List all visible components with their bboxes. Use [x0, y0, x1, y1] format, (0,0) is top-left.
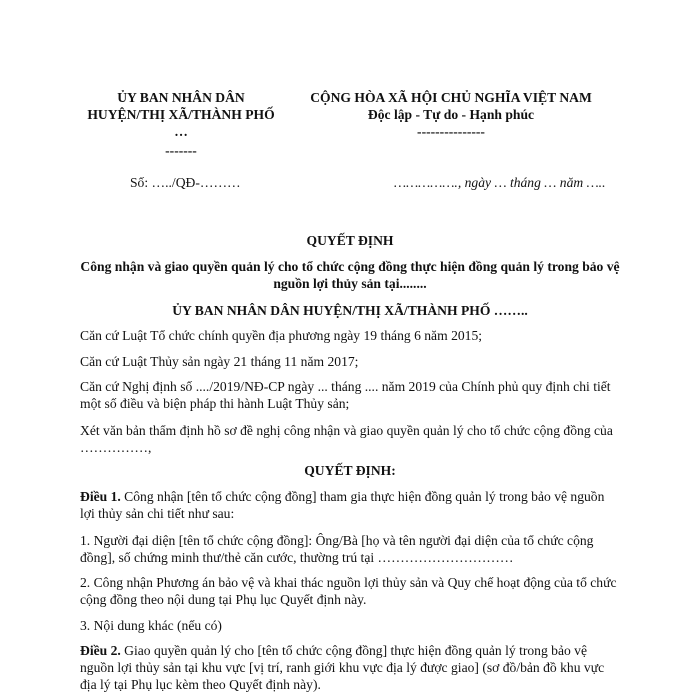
header-left-block: [76, 89, 286, 159]
article-1-item-2: 2. Công nhận Phương án bảo vệ và khai thác nguồn lợi thủy sản và Quy chế hoạt động của tổ chức cộng đồng theo nội dung tại Phụ lục Quyết định này.: [80, 575, 617, 607]
header-left-rule: -------: [165, 143, 197, 158]
header-right-block: [296, 89, 606, 140]
decision-heading: QUYẾT ĐỊNH:: [304, 463, 396, 478]
document-number: Số: …../QĐ-………: [130, 175, 241, 190]
article-2: [80, 642, 620, 693]
article-1-label: Điều 1.: [80, 489, 121, 504]
authority-line-3: …: [174, 124, 188, 139]
legal-basis-2: Căn cứ Luật Thủy sản ngày 21 tháng 11 năm 2017;: [80, 354, 359, 369]
authority-line-1: ỦY BAN NHÂN DÂN: [117, 90, 245, 105]
legal-basis-1: Căn cứ Luật Tổ chức chính quyền địa phương ngày 19 tháng 6 năm 2015;: [80, 328, 483, 343]
article-1-text: Công nhận [tên tổ chức cộng đồng] tham gia thực hiện đồng quản lý trong bảo vệ nguồn lợi thủy sản chi tiết như sau:: [80, 489, 605, 521]
article-1-item-1: 1. Người đại diện [tên tổ chức cộng đồng]: Ông/Bà [họ và tên người đại diện của tổ chức cộng đồng], số chứng minh thư/thẻ căn cước, thường trú tại …………………………: [80, 533, 594, 565]
document-subject: Công nhận và giao quyền quản lý cho tổ chức cộng đồng thực hiện đồng quản lý trong bảo vệ nguồn lợi thủy sản tại........: [80, 259, 620, 291]
issuing-authority: ỦY BAN NHÂN DÂN HUYỆN/THỊ XÃ/THÀNH PHỐ ……..: [172, 303, 528, 318]
header-right-rule: ---------------: [417, 124, 485, 139]
document-title: QUYẾT ĐỊNH: [306, 233, 394, 248]
document-date: ……………., ngày … tháng … năm …..: [394, 175, 606, 190]
national-motto: Độc lập - Tự do - Hạnh phúc: [367, 107, 535, 122]
authority-line-2: HUYỆN/THỊ XÃ/THÀNH PHỐ: [87, 107, 275, 122]
legal-basis-3: Căn cứ Nghị định số ..../2019/NĐ-CP ngày ... tháng .... năm 2019 của Chính phủ quy định chi tiết một số điều và biện pháp thi hành Luật Thủy sản;: [80, 379, 611, 411]
article-1: [80, 488, 620, 522]
article-2-label: Điều 2.: [80, 643, 121, 658]
national-title: CỘNG HÒA XÃ HỘI CHỦ NGHĨA VIỆT NAM: [310, 90, 592, 105]
article-2-text: Giao quyền quản lý cho [tên tổ chức cộng đồng] thực hiện đồng quản lý trong bảo vệ nguồn lợi thủy sản tại khu vực [vị trí, ranh giới khu vực địa lý được giao] (sơ đồ/bản đồ khu vực địa lý tại Phụ lục kèm theo Quyết định này).: [80, 643, 605, 692]
article-1-item-3: 3. Nội dung khác (nếu có): [80, 618, 222, 633]
legal-basis-4: Xét văn bản thẩm định hồ sơ đề nghị công nhận và giao quyền quản lý cho tổ chức cộng đồng của ……………,: [80, 423, 613, 455]
